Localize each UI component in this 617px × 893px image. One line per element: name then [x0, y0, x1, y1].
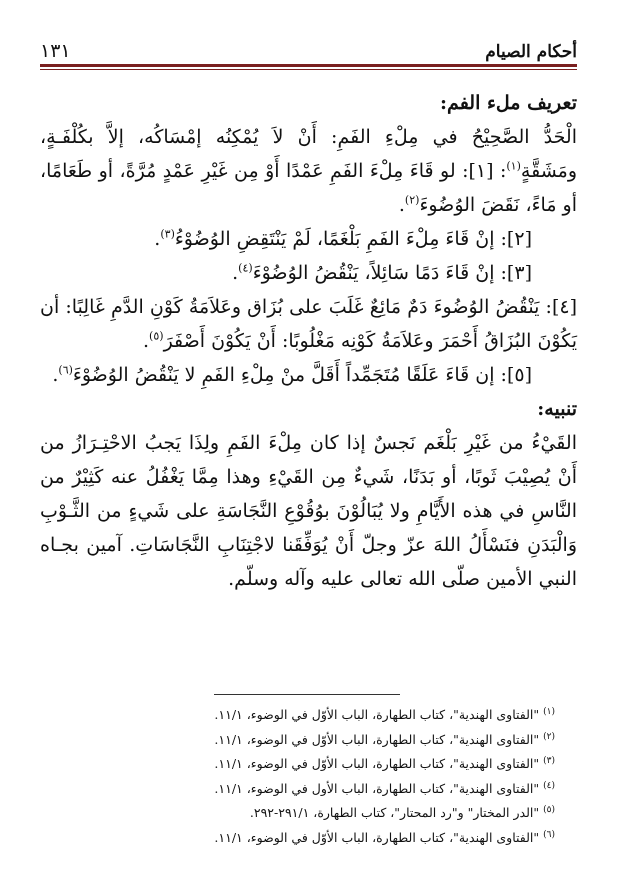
footnote-4	[40, 777, 577, 802]
footnotes	[40, 703, 577, 851]
footnote-text: "الفتاوى الهندية"، كتاب الطهارة، الباب الأوّل في الوضوء، ١١/١.	[214, 829, 540, 845]
footnote-3	[40, 752, 577, 777]
page-number: ١٣١	[40, 40, 71, 62]
case-4-end: .	[143, 330, 150, 352]
footnote-mark: (٢)	[543, 731, 555, 742]
footnote-ref-4: (٤)	[238, 261, 253, 275]
page-header	[40, 30, 577, 62]
case-5-end: .	[52, 364, 59, 386]
notice-heading: تنبيه:	[537, 398, 577, 420]
footnote-1	[40, 703, 577, 728]
case-4	[40, 290, 577, 358]
case-5-text: [٥]: إن قَاءَ عَلَقًا مُتَجَمِّداً أَقَلَّ منْ مِلْءِ الفَمِ لا يَنْقُضُ الوُضُوْءَ	[72, 364, 532, 386]
case-2	[40, 222, 577, 256]
footnote-5	[40, 801, 577, 826]
footnote-text: "الدر المختار" و"رد المحتار"، كتاب الطهارة، ٢٩١/١-٢٩٢.	[249, 805, 540, 821]
header-rule-thick	[40, 64, 577, 67]
case-1-end: .	[398, 194, 405, 216]
footnote-ref-6: (٦)	[58, 363, 73, 377]
footnote-text: "الفتاوى الهندية"، كتاب الطهارة، الباب الأوّل في الوضوء، ١١/١.	[214, 707, 540, 722]
case-1-text: : [١]: لو قَاءَ مِلْءَ الفَمِ عَمْدًا أَوْ مِن غَيْرِ عَمْدٍ مُرَّةً، أو طَعَامًا، أو مَاءً، نَقَضَ الوُضُوءَ	[40, 160, 577, 216]
case-3	[40, 256, 577, 290]
footnote-ref-3: (٣)	[160, 227, 175, 241]
footnote-text: "الفتاوى الهندية"، كتاب الطهارة، الباب الأول في الوضوء، ١١/١.	[214, 780, 540, 796]
definition-heading: تعريف ملء الفم:	[440, 92, 577, 114]
main-text	[40, 86, 577, 596]
case-2-end: .	[154, 228, 161, 250]
definition-text: الْحَدُّ الصَّحِيْحُ في مِلْءِ الفَمِ: أَنْ لاَ يُمْكِنُه إمْسَاكُه، إلاَّ بكُلْفَـةٍ، ومَشَقَّةٍ	[40, 126, 577, 182]
running-title: أحكام الصيام	[485, 42, 577, 62]
footnote-2	[40, 728, 577, 753]
definition-paragraph	[40, 120, 577, 222]
footnote-ref-1: (١)	[506, 159, 521, 173]
footnote-mark: (٥)	[543, 805, 555, 816]
footnote-separator	[214, 694, 400, 695]
footnote-6	[40, 826, 577, 851]
case-5	[40, 358, 577, 392]
footnote-mark: (٦)	[543, 829, 555, 840]
footnote-mark: (٣)	[543, 756, 555, 767]
notice-paragraph: القَيْءُ من غَيْرِ بَلْغَم نَجسٌ إذا كان مِلْءَ الفَمِ ولِذَا يَجبُ الاحْتِـرَازُ من أَنْ يُصِيْبَ ثَوبًا، أو بَدَنًا، شَيءٌ مِن القَيْءِ وهذا مِمَّا يَغْفُلُ عنه كَثِيْرٌ من النَّاسِ في هذه الأَيَّامِ ولا يُبَالُوْنَ بوُقُوْعِ النَّجَاسَةِ على شَيءٍ من الثَّـوْبِ وَالْبَدَنِ فنَسْأَلُ اللهَ عزّ وجلّ أَنْ يُوَفِّقَنا لاجْتِنَابِ النَّجَاسَاتِ. آمين بجـاه النبي الأمين صلّى الله تعالى عليه وآله وسلّم.	[40, 432, 577, 590]
footnote-text: "الفتاوى الهندية"، كتاب الطهارة، الباب الأوّل في الوضوء، ١١/١.	[214, 731, 540, 747]
footnote-ref-5: (٥)	[149, 329, 164, 343]
footnote-mark: (٤)	[543, 780, 555, 791]
case-2-text: [٢]: إنْ قَاءَ مِلْءَ الفَمِ بَلْغَمًا، لَمْ يَنْتَقِضِ الوُضُوْءُ	[174, 228, 532, 250]
case-4-text: [٤]: يَنْقُضُ الوُضُوءَ دَمٌ مَائِعٌ غَلَبَ على بُزَاق وعَلاَمَةُ كَوْنِ الدَّمِ غَالِبًا: أن يَكُوْنَ البُزَاقُ أَحْمَرَ وعَلاَمَةُ كَوْنِه مَغْلُوبًا: أَنْ يَكُوْنَ أَصْفَرَ	[40, 296, 577, 352]
footnote-ref-2: (٢)	[404, 193, 420, 207]
footnote-mark: (١)	[543, 706, 555, 717]
header-rule-thin	[40, 69, 577, 70]
footnote-text: "الفتاوى الهندية"، كتاب الطهارة، الباب الأوّل في الوضوء، ١١/١.	[214, 756, 540, 772]
case-3-end: .	[232, 262, 239, 284]
case-3-text: [٣]: إنْ قَاءَ دَمًا سَائِلاً، يَنْقُضُ الوُضُوْءَ	[252, 262, 532, 284]
